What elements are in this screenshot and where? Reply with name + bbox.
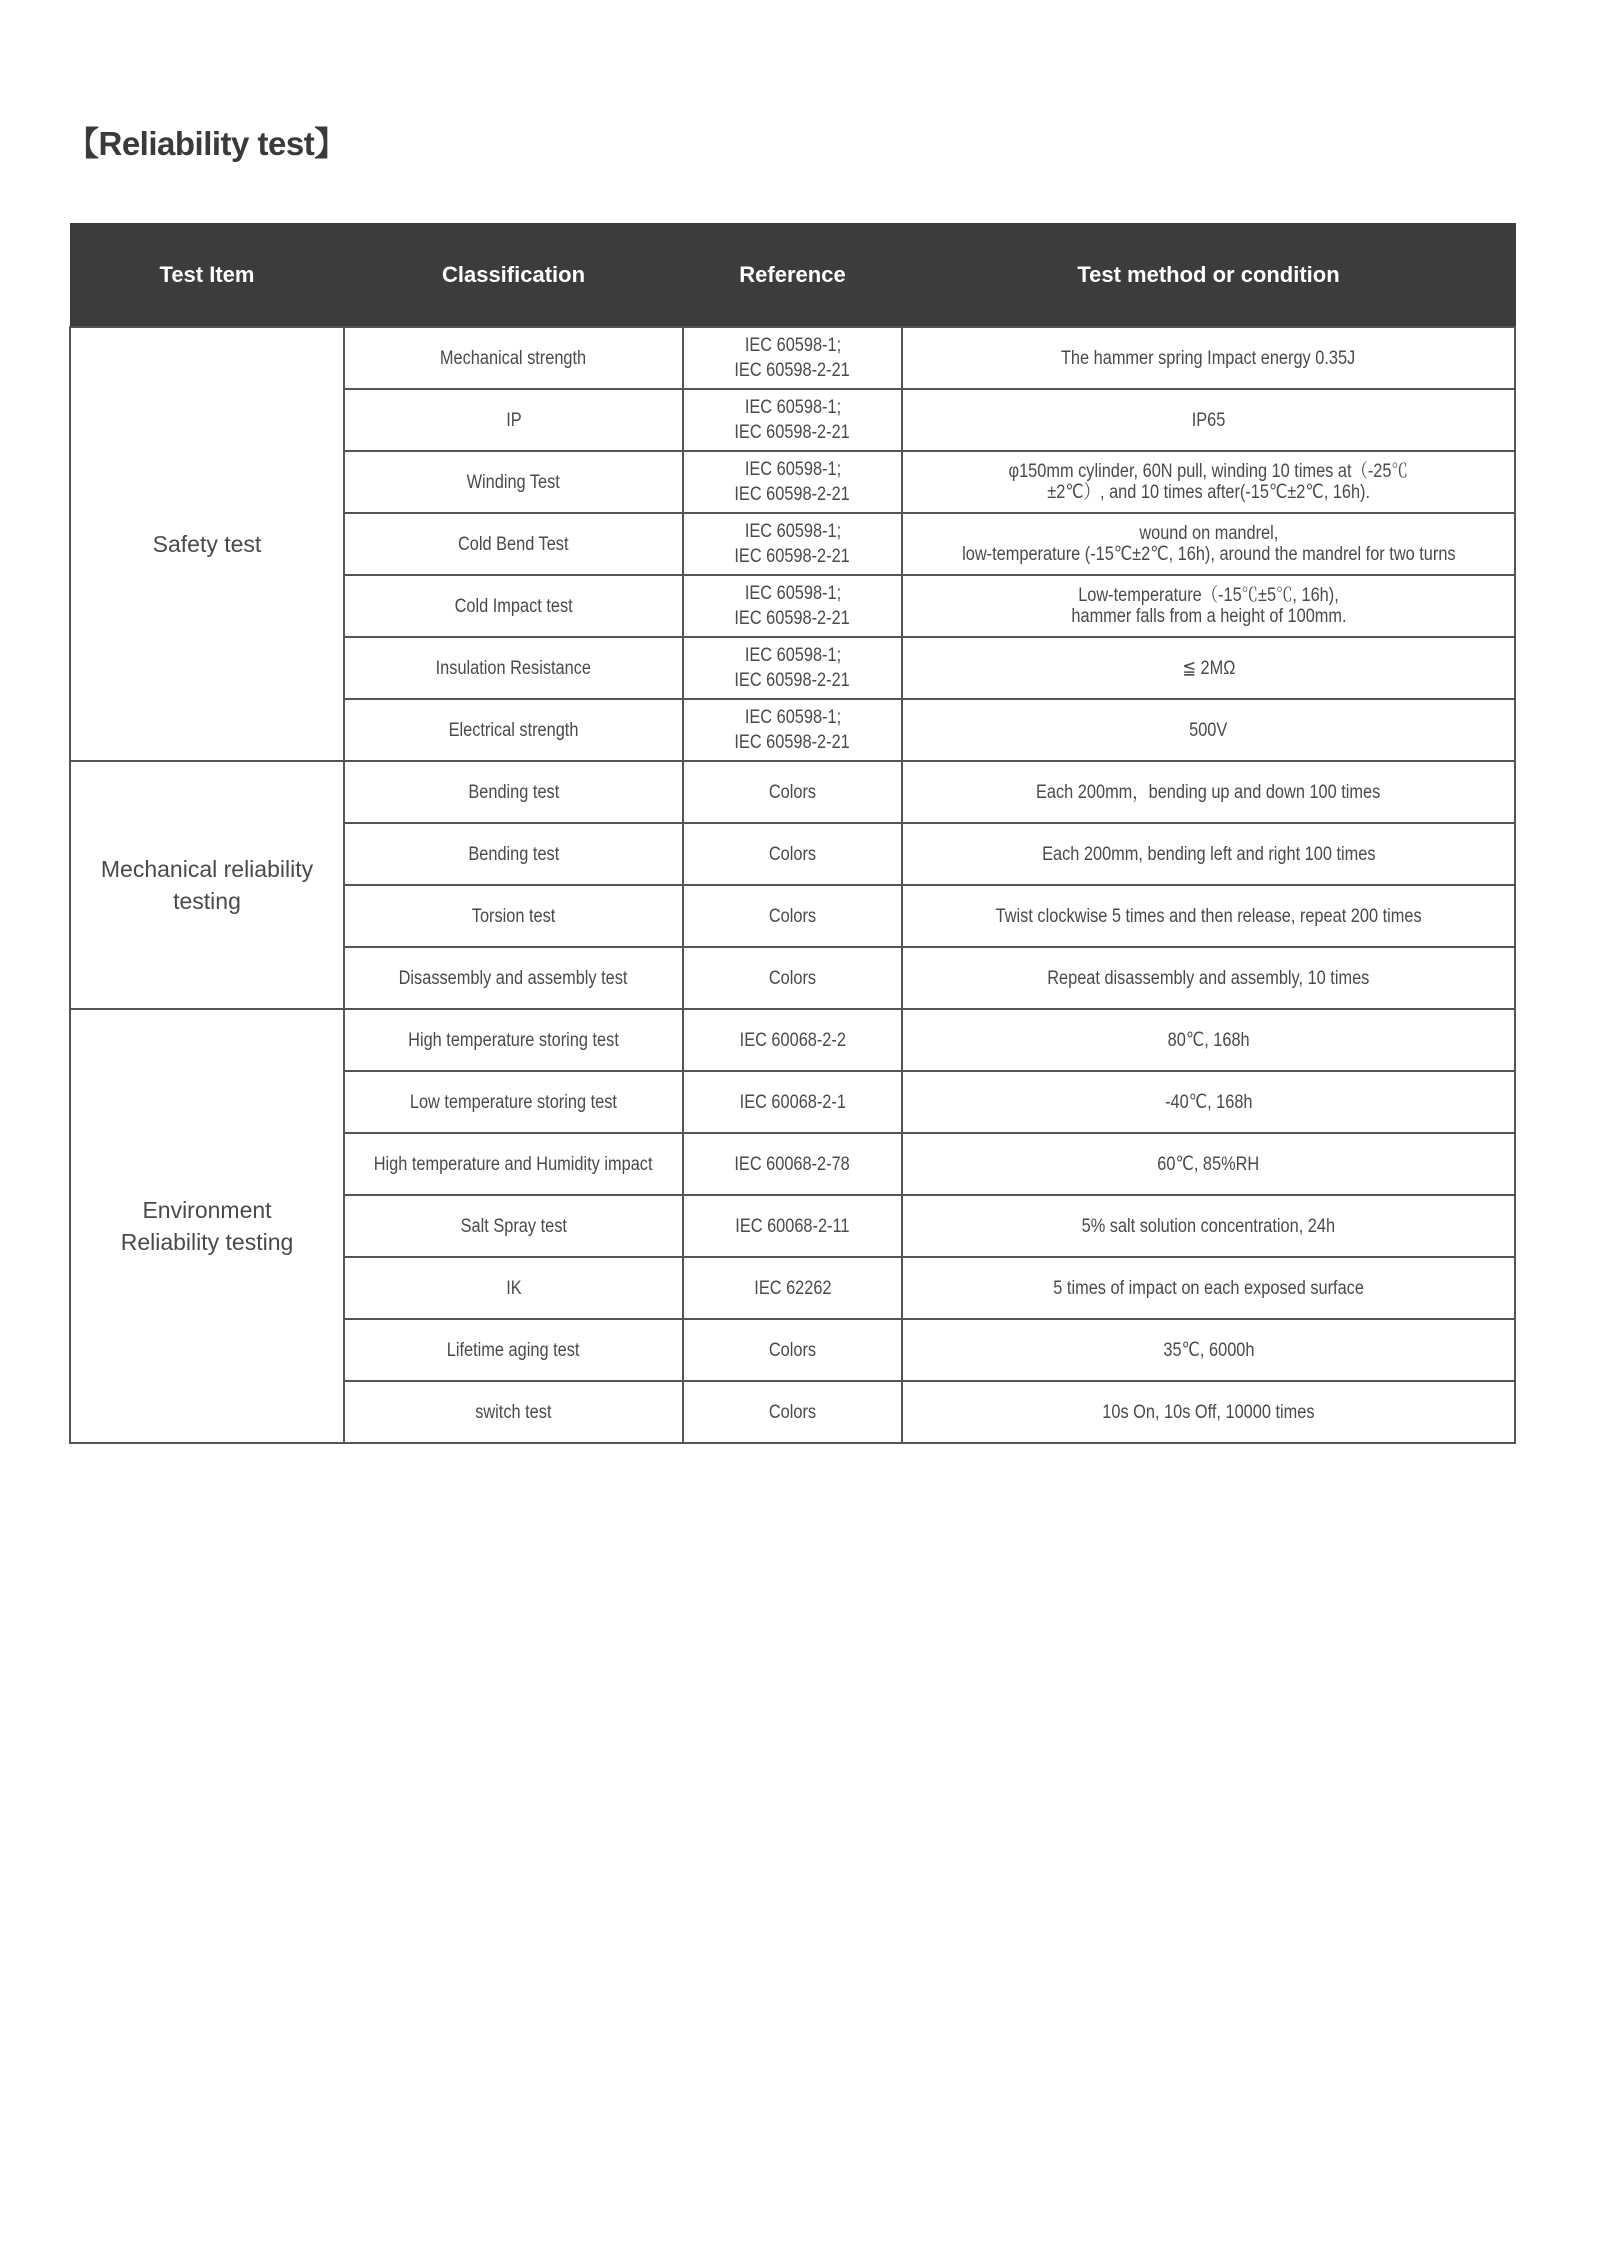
reference-text: IEC 60598-2-21	[734, 670, 851, 691]
reliability-test-table	[69, 223, 1516, 1444]
test-method-cell	[902, 451, 1515, 513]
classification-text: Lifetime aging test	[447, 1339, 580, 1361]
test-method-text: φ150mm cylinder, 60N pull, winding 10 times at（-25℃	[1008, 461, 1409, 482]
classification-text: IK	[505, 1277, 522, 1299]
reference-text: IEC 60598-1;	[744, 397, 841, 418]
classification-cell	[344, 699, 683, 761]
test-method-cell	[902, 947, 1515, 1009]
reference-text: IEC 60068-2-1	[739, 1091, 846, 1113]
reference-text: Colors	[768, 781, 817, 803]
header-test-item: Test Item	[70, 224, 344, 328]
page-title: 【Reliability test】	[66, 125, 347, 162]
classification-text: Low temperature storing test	[409, 1091, 618, 1113]
test-item-label: Safety test	[152, 531, 262, 557]
reference-cell	[683, 947, 902, 1009]
classification-text: Bending test	[468, 843, 559, 865]
reference-text: Colors	[768, 1339, 817, 1361]
classification-text: Bending test	[468, 781, 559, 803]
test-method-cell	[902, 1133, 1515, 1195]
reference-text: IEC 60068-2-11	[735, 1215, 850, 1237]
reference-text: Colors	[768, 1401, 817, 1423]
test-method-text: ±2℃）, and 10 times after(-15℃±2℃, 16h).	[1047, 482, 1370, 503]
classification-cell	[344, 1381, 683, 1443]
header-classification: Classification	[344, 224, 683, 328]
reference-cell	[683, 327, 902, 389]
classification-cell	[344, 1195, 683, 1257]
reference-text: IEC 60598-2-21	[734, 732, 851, 753]
reference-cell	[683, 1009, 902, 1071]
test-method-cell	[902, 389, 1515, 451]
classification-cell	[344, 451, 683, 513]
classification-text: Winding Test	[466, 471, 561, 493]
reference-text: Colors	[768, 967, 817, 989]
reference-cell	[683, 699, 902, 761]
reference-cell	[683, 451, 902, 513]
reference-text: IEC 60598-2-21	[734, 422, 851, 443]
classification-cell	[344, 1257, 683, 1319]
classification-cell	[344, 885, 683, 947]
test-method-cell	[902, 1319, 1515, 1381]
reference-cell	[683, 1319, 902, 1381]
table-row	[70, 761, 1515, 823]
test-method-cell	[902, 699, 1515, 761]
test-method-text: 80℃, 168h	[1167, 1029, 1250, 1051]
header-reference: Reference	[683, 224, 902, 328]
reference-cell	[683, 1257, 902, 1319]
test-method-text: Low-temperature（-15℃±5℃, 16h),	[1078, 585, 1339, 606]
test-method-text: 60℃, 85%RH	[1157, 1153, 1260, 1175]
reference-text: IEC 60068-2-2	[739, 1029, 846, 1051]
classification-text: High temperature storing test	[408, 1029, 619, 1051]
classification-text: Cold Bend Test	[458, 533, 569, 555]
classification-cell	[344, 1133, 683, 1195]
test-method-text: IP65	[1191, 409, 1226, 431]
classification-cell	[344, 327, 683, 389]
reference-cell	[683, 761, 902, 823]
classification-text: IP	[505, 409, 522, 431]
test-method-cell	[902, 1257, 1515, 1319]
reference-text: IEC 60598-2-21	[734, 360, 851, 381]
reference-cell	[683, 389, 902, 451]
test-method-text: Each 200mm，bending up and down 100 times	[1036, 781, 1381, 803]
reference-text: IEC 60598-2-21	[734, 608, 851, 629]
test-method-text: 5% salt solution concentration, 24h	[1081, 1215, 1336, 1237]
classification-text: Torsion test	[471, 905, 556, 927]
test-method-cell	[902, 637, 1515, 699]
reference-cell	[683, 885, 902, 947]
test-method-text: hammer falls from a height of 100mm.	[1070, 606, 1347, 627]
test-method-cell	[902, 761, 1515, 823]
classification-cell	[344, 1009, 683, 1071]
test-method-text: wound on mandrel,	[1139, 523, 1278, 544]
classification-cell	[344, 637, 683, 699]
table-row	[70, 327, 1515, 389]
reference-cell	[683, 823, 902, 885]
classification-text: High temperature and Humidity impact	[374, 1153, 653, 1175]
test-method-text: Twist clockwise 5 times and then release, repeat 200 times	[995, 905, 1422, 927]
reference-text: IEC 60068-2-78	[734, 1153, 851, 1175]
test-method-cell	[902, 1381, 1515, 1443]
test-method-text: 35℃, 6000h	[1162, 1339, 1255, 1361]
reference-text: IEC 60598-2-21	[734, 546, 851, 567]
test-item-label: Environment Reliability testing	[120, 1197, 294, 1255]
classification-text: Insulation Resistance	[435, 657, 592, 679]
reference-text: Colors	[768, 905, 817, 927]
reference-text: IEC 60598-1;	[744, 335, 841, 356]
reference-cell	[683, 575, 902, 637]
reference-text: IEC 60598-1;	[744, 459, 841, 480]
reference-cell	[683, 1071, 902, 1133]
test-method-cell	[902, 823, 1515, 885]
reference-text: IEC 60598-1;	[744, 521, 841, 542]
table-body	[70, 327, 1515, 1443]
classification-text: Salt Spray test	[460, 1215, 567, 1237]
test-item-group-cell	[70, 761, 344, 1009]
classification-text: Cold Impact test	[454, 595, 573, 617]
test-method-text: 10s On, 10s Off, 10000 times	[1102, 1401, 1315, 1423]
test-method-cell	[902, 327, 1515, 389]
reference-cell	[683, 1195, 902, 1257]
test-method-text: ≦ 2MΩ	[1181, 657, 1236, 679]
test-method-cell	[902, 1195, 1515, 1257]
header-row	[70, 224, 1515, 328]
table-header	[70, 224, 1515, 328]
classification-cell	[344, 761, 683, 823]
classification-text: Mechanical strength	[440, 347, 587, 369]
reference-cell	[683, 513, 902, 575]
classification-cell	[344, 823, 683, 885]
test-method-text: The hammer spring Impact energy 0.35J	[1061, 347, 1356, 369]
test-method-cell	[902, 575, 1515, 637]
test-method-cell	[902, 1071, 1515, 1133]
test-method-text: low-temperature (-15℃±2℃, 16h), around the mandrel for two turns	[961, 544, 1456, 565]
classification-cell	[344, 1319, 683, 1381]
test-item-label: Mechanical reliability testing	[100, 856, 314, 914]
reference-text: IEC 60598-2-21	[734, 484, 851, 505]
reference-text: Colors	[768, 843, 817, 865]
test-method-cell	[902, 885, 1515, 947]
classification-cell	[344, 947, 683, 1009]
test-method-text: -40℃, 168h	[1164, 1091, 1253, 1113]
classification-cell	[344, 1071, 683, 1133]
reference-text: IEC 62262	[753, 1277, 832, 1299]
reference-text: IEC 60598-1;	[744, 645, 841, 666]
test-method-cell	[902, 1009, 1515, 1071]
test-method-text: Repeat disassembly and assembly, 10 times	[1047, 967, 1370, 989]
classification-cell	[344, 513, 683, 575]
classification-text: switch test	[475, 1401, 552, 1423]
reference-cell	[683, 1133, 902, 1195]
test-method-text: Each 200mm, bending left and right 100 times	[1041, 843, 1376, 865]
classification-cell	[344, 389, 683, 451]
classification-cell	[344, 575, 683, 637]
test-method-text: 5 times of impact on each exposed surface	[1053, 1277, 1364, 1299]
header-test-method: Test method or condition	[902, 224, 1515, 328]
test-item-group-cell	[70, 327, 344, 761]
reference-text: IEC 60598-1;	[744, 707, 841, 728]
reference-text: IEC 60598-1;	[744, 583, 841, 604]
reference-cell	[683, 637, 902, 699]
test-item-group-cell	[70, 1009, 344, 1443]
classification-text: Disassembly and assembly test	[399, 967, 628, 989]
table-row	[70, 1009, 1515, 1071]
test-method-cell	[902, 513, 1515, 575]
classification-text: Electrical strength	[448, 719, 579, 741]
reference-cell	[683, 1381, 902, 1443]
test-method-text: 500V	[1189, 719, 1228, 741]
